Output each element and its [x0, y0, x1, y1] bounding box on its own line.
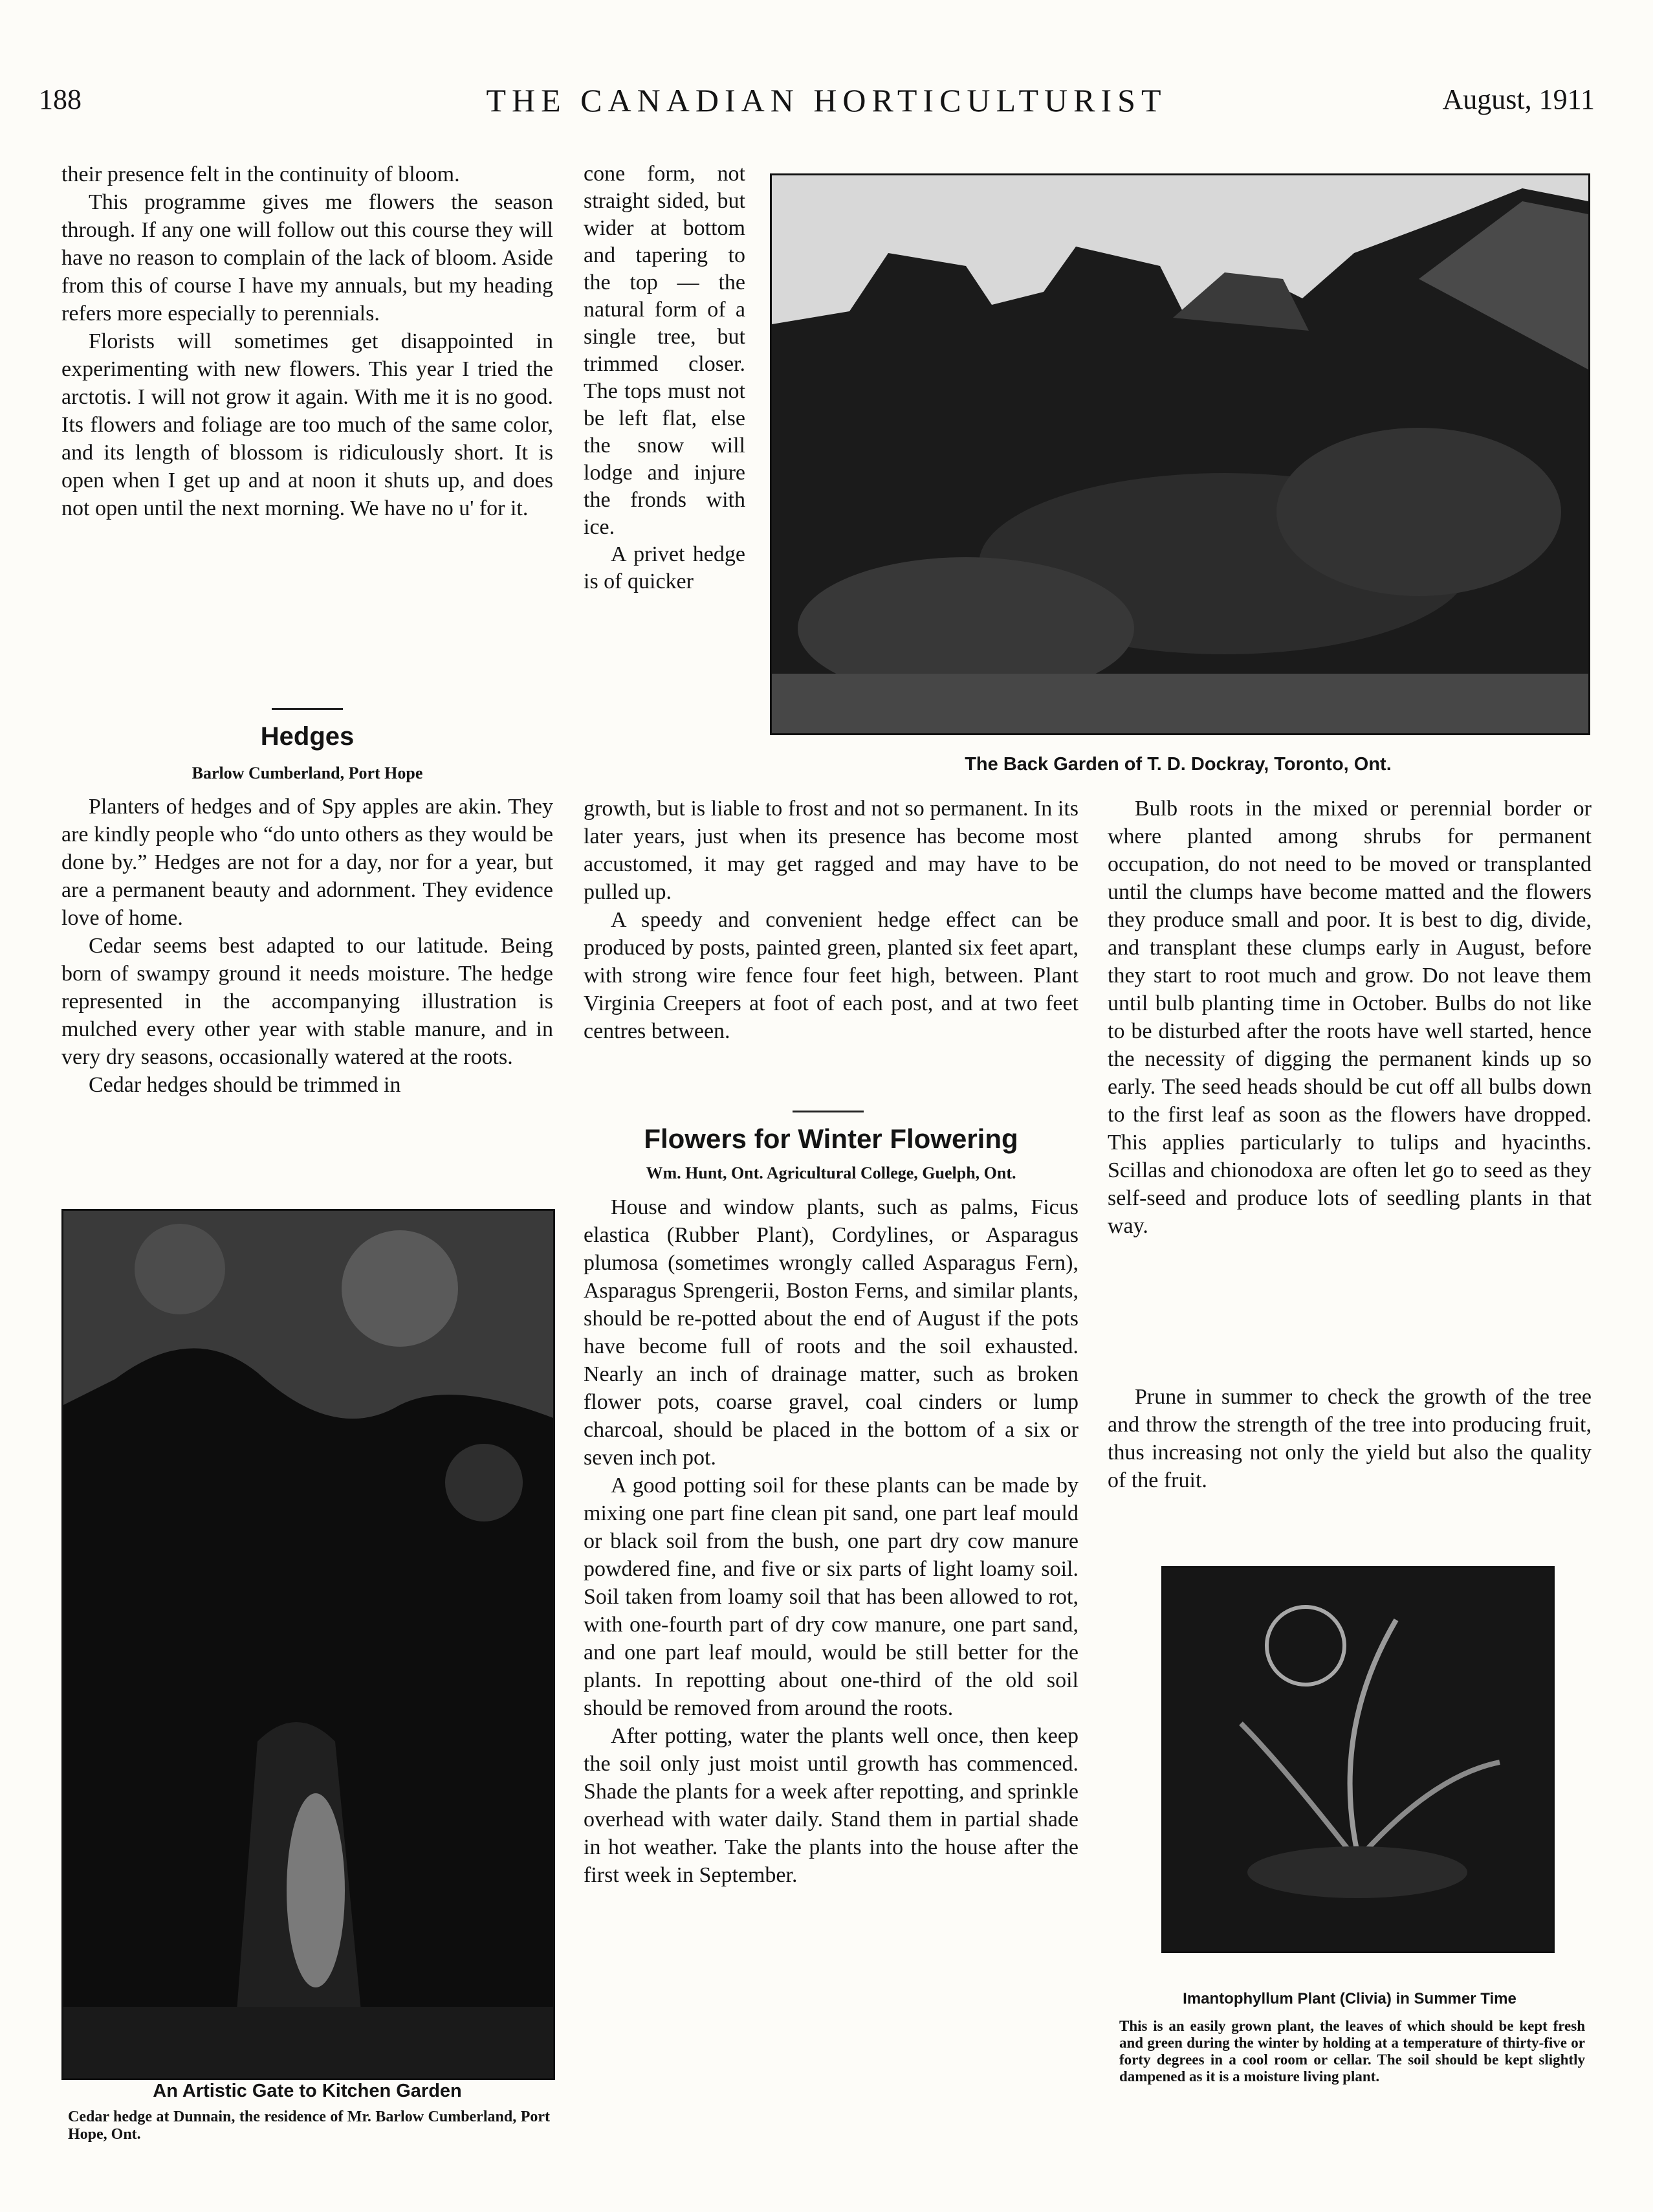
caption-title-garden-gate: An Artistic Gate to Kitchen Garden [153, 2081, 462, 2101]
caption-back-garden: The Back Garden of T. D. Dockray, Toronto, Ont. [965, 754, 1392, 775]
caption-text-garden-gate: Cedar hedge at Dunnain, the residence of Mr. Barlow Cumberland, Port Hope, Ont. [68, 2108, 550, 2143]
paragraph: This programme gives me flowers the season through. If any one will follow out this course they will have no reason to complain of the lack of bloom. Aside from this of course I have my annuals, but my heading refers more especially to perennials. [61, 190, 553, 326]
journal-masthead: THE CANADIAN HORTICULTURIST [486, 82, 1167, 118]
clivia-plant-image [1163, 1568, 1553, 1951]
back-garden-image [772, 175, 1588, 733]
section-title-winter-flowering: Flowers for Winter Flowering [644, 1123, 1018, 1154]
paragraph: their presence felt in the continuity of bloom. [61, 162, 460, 186]
section-divider [793, 1111, 864, 1112]
byline-winter-flowering: Wm. Hunt, Ont. Agricultural College, Guelph, Ont. [646, 1164, 1016, 1182]
col1-intro [61, 160, 553, 522]
col1-hedges-text [61, 793, 553, 1099]
paragraph: Florists will sometimes get disappointed in experimenting with new flowers. This year I tried the arctotis. I will not grow it again. With me it is no good. Its flowers and foliage are too much of the same color, and its length of blossom is ridiculously short. It is open when I get up and at noon it shuts up, and does not open until the next morning. We have no u' for it. [61, 329, 553, 520]
paragraph: Cedar hedges should be trimmed in [89, 1073, 401, 1097]
paragraph: A privet hedge is of quicker [584, 542, 745, 593]
caption-text-clivia: This is an easily grown plant, the leaves of which should be kept fresh and green during the winter by holding at a temperature of thirty-five or forty degrees in a cool room or cellar. The soil should be kept slightly dampened as it is a moisture living plant. [1119, 2018, 1585, 2085]
byline-hedges: Barlow Cumberland, Port Hope [192, 764, 423, 782]
paragraph: After potting, water the plants well once, then keep the soil only just moist until growth has commenced. Shade the plants for a week after repotting, and sprinkle overhead with water daily. Stand them in partial shade in hot weather. Take the plants into the house after the first week in September. [584, 1724, 1078, 1887]
caption-title-clivia: Imantophyllum Plant (Clivia) in Summer Time [1183, 1990, 1516, 2007]
paragraph: A speedy and convenient hedge effect can be produced by posts, painted green, planted six feet apart, with strong wire fence four feet high, between. Plant Virginia Creepers at foot of each post, and at two feet centres between. [584, 908, 1078, 1043]
photo-clivia-plant [1161, 1566, 1555, 1953]
section-divider [272, 708, 343, 710]
paragraph: A good potting soil for these plants can be made by mixing one part fine clean pit sand, one part leaf mould or black soil from the bush, one part dry cow manure powdered fine, and five or six parts of light loamy soil. Soil taken from loamy soil that has been allowed to rot, with one-fourth part of dry cow manure, one part sand, and one part leaf mould, would be still better for the plants. In repotting about one-third of the old soil should be removed from around the roots. [584, 1474, 1078, 1720]
col2-winter-text [584, 1193, 1078, 1889]
photo-back-garden [770, 173, 1590, 735]
paragraph: Bulb roots in the mixed or perennial border or where planted among shrubs for permanent occupation, do not need to be moved or transplanted until the clumps have become matted and the flowers they produce small and poor. It is best to dig, divide, and transplant these clumps early in August, before they start to root much and grow. Do not leave them until bulb planting time in October. Bulbs do not like to be disturbed after the roots have well started, hence the necessity of digging the permanent kinds up so early. The seed heads should be cut off all bulbs down to the first leaf as soon as the flowers have dropped. This applies particularly to tulips and hyacinths. Scillas and chionodoxa are often let go to seed as they self-seed and produce lots of seedling plants in that way. [1108, 797, 1592, 1238]
photo-garden-gate [61, 1209, 555, 2080]
issue-date: August, 1911 [1442, 83, 1595, 115]
paragraph: Cedar seems best adapted to our latitude. Being born of swampy ground it needs moisture. The hedge represented in the accompanying illustration is mulched every other year with stable manure, and in very dry seasons, occasionally watered at the roots. [61, 934, 553, 1069]
page-number: 188 [39, 83, 82, 115]
col2-narrow-text [584, 160, 745, 595]
paragraph: Prune in summer to check the growth of the tree and throw the strength of the tree into producing fruit, thus increasing not only the yield but also the quality of the fruit. [1108, 1385, 1592, 1492]
paragraph: House and window plants, such as palms, Ficus elastica (Rubber Plant), Cordylines, or Asparagus plumosa (sometimes wrongly called Asparagus Fern), Asparagus Sprengerii, Boston Ferns, and similar plants, should be re-potted about the end of August if the pots have become full of roots and the soil exhausted. Nearly an inch of drainage matter, such as broken flower pots, coarse gravel, coal cinders or lump charcoal, should be placed in the bottom of a six or seven inch pot. [584, 1195, 1078, 1470]
col3-bulb-text [1108, 795, 1592, 1240]
paragraph: cone form, not straight sided, but wider at bottom and tapering to the top — the natural form of a single tree, but trimmed closer. The tops must not be left flat, else the snow will lodge and injure the fronds with ice. [584, 162, 745, 539]
garden-gate-image [63, 1211, 553, 2078]
paragraph: growth, but is liable to frost and not so permanent. In its later years, just when its presence has become most accustomed, it may get ragged and may have to be pulled up. [584, 797, 1078, 904]
section-title-hedges: Hedges [260, 722, 355, 751]
col3-prune-text [1108, 1383, 1592, 1494]
paragraph: Planters of hedges and of Spy apples are akin. They are kindly people who “do unto others as they would be done by.” Hedges are not for a day, nor for a year, but are a permanent beauty and adornment. They evidence love of home. [61, 795, 553, 930]
col2-hedges-continued [584, 795, 1078, 1045]
